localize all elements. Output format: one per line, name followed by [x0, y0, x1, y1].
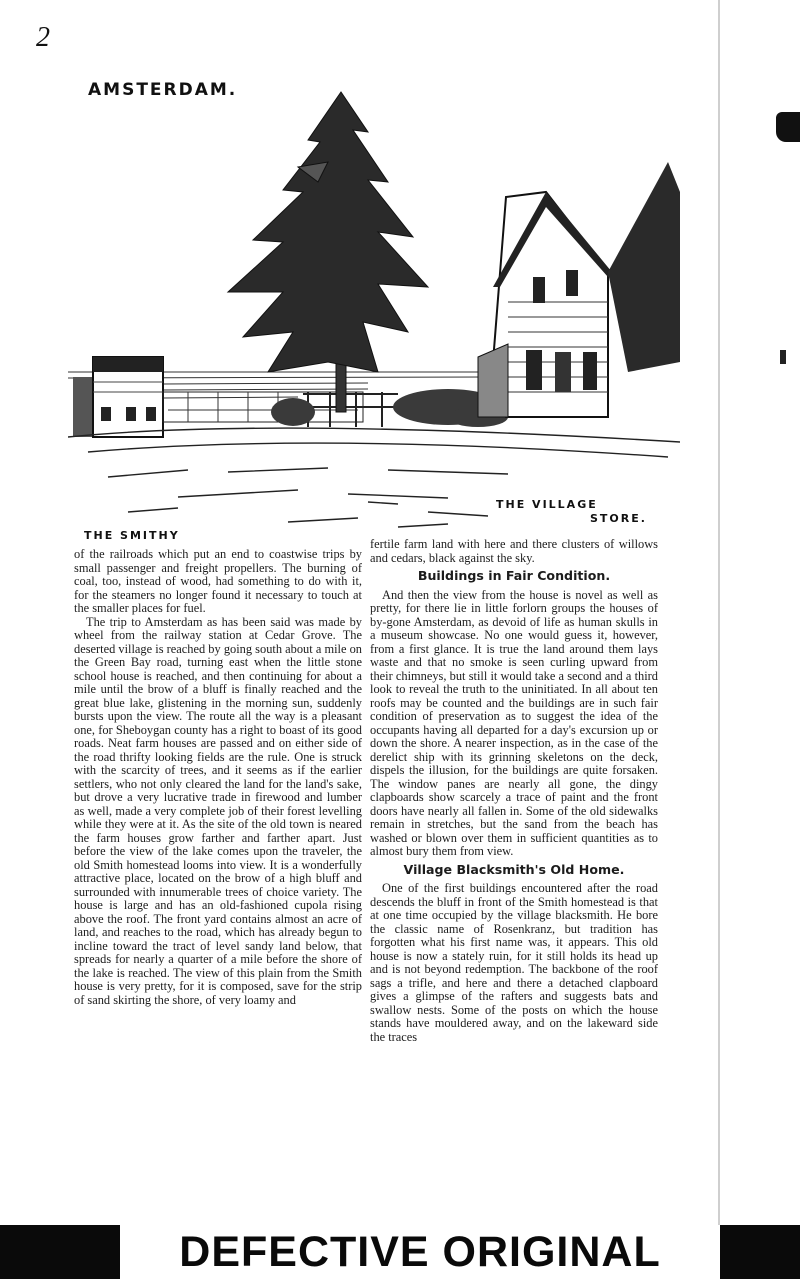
caption-smithy: THE SMITHY	[84, 529, 180, 542]
article-left-column	[74, 548, 362, 1007]
page-number: 2	[36, 22, 50, 53]
illustration-title: AMSTERDAM.	[88, 80, 238, 100]
paper-edge	[718, 0, 720, 1225]
section-heading: Buildings in Fair Condition.	[417, 568, 611, 583]
caption-village-store-line2: STORE.	[590, 512, 647, 525]
smithy-building	[73, 357, 363, 437]
defective-original-label: DEFECTIVE ORIGINAL	[120, 1225, 720, 1279]
article-right-column	[370, 538, 658, 1044]
section-heading: Village Blacksmith's Old Home.	[403, 861, 625, 877]
caption-village-store: THE VILLAGE	[496, 498, 598, 511]
pine-tree	[228, 92, 428, 412]
article-paragraph: fertile farm land with here and there clusters of willows and cedars, black against the sky.	[370, 537, 658, 565]
article-paragraph: of the railroads which put an end to coastwise trips by small passenger and freight propellers. The burning of coal, too, instead of wood, had something to do with it, for the steamers no longer found it necessary to touch at the smaller places for fuel.	[74, 547, 362, 615]
edge-tick	[780, 350, 786, 364]
article-paragraph: The trip to Amsterdam as has been said was made by wheel from the railway station at Cedar Grove. The deserted village is reached by going south about a mile on the Green Bay road, turning east when the little stone school house is reached, and then continuing for about a mile until the brow of a bluff is finally reached and the great blue lake, glistening in the morning sun, suddenly bursts upon the view. The route all the way is a pleasant one, for Sheboygan county has a right to boast of its good roads. Neat farm houses are passed and on either side of the road thrifty looking fields are the rule. One is struck with the scarcity of trees, and it seems as if the earlier settlers, who not only cleared the land for the land's sake, but drove a very lucrative trade in firewood and lumber as well, made a very complete job of their forest levelling while they were at it. As the site of the old town is neared the farm houses grow farther and farther apart. Just before the view of the lake comes upon the traveler, the old Smith homestead looms into view. It is a wonderfully attractive place, located on the brow of a high bluff and surrounded with innumerable trees of choice variety. The house is large and has an old-fashioned cupola rising above the roof. The front yard contains almost an acre of land, and reaches to the road, which has already begun to incline toward the tract of level sandy land below, that spreads for nearly a quarter of a mile before the shore of the lake is reached. The view of this plain from the Smith house is very pretty, for it is composed, save for the strip of sand skirting the shore, of very loamy and	[74, 614, 362, 1007]
banner-black-bar-left	[0, 1225, 120, 1279]
article-paragraph: And then the view from the house is novel as well as pretty, for there lie in little forlorn groups the houses of by-gone Amsterdam, as devoid of life as human skulls in a museum showcase. No one would guess it, however, from a first glance. It is true the land around them lays waste and that no smoke is seen curling upward from their chimneys, but still it would take a second and a third look to reveal the truth to the uninitiated. In all about ten roofs may be counted and the buildings are in such fair condition of preservation as to suggest the idea of the occupants having all departed for a day's excursion up or down the shore. A nearer inspection, as in the case of the derelict ship with its grinning skeletons on the deck, dispels the illusion, for the buildings are quite forsaken. The window panes are nearly all gone, the dingy clapboards show scarcely a trace of paint and the front doors have nearly all fallen in. Some of the old sidewalks remain in stretches, but the sand from the beach has washed or blown over them in sufficient quantities as to almost bury them from view.	[370, 587, 658, 858]
village-store	[478, 162, 680, 417]
article-paragraph: One of the first buildings encountered after the road descends the bluff in front of the Smith homestead is that at one time occupied by the village blacksmith. He bore the classic name of Rosenkranz, but tradition has forgotten what his first name was, it appears. This old house is now a stately ruin, for it still holds its head up and is not beyond redemption. The backbone of the roof sags a trifle, and here and there a detached clapboard gives a glimpse of the rafters and suggests bats and swallow nests. Some of the posts on which the house stands have mouldered away, and on the lakeward side the traces	[370, 881, 658, 1044]
edge-mark	[776, 112, 800, 142]
village-illustration	[68, 72, 680, 547]
banner-black-bar-right	[720, 1225, 800, 1279]
